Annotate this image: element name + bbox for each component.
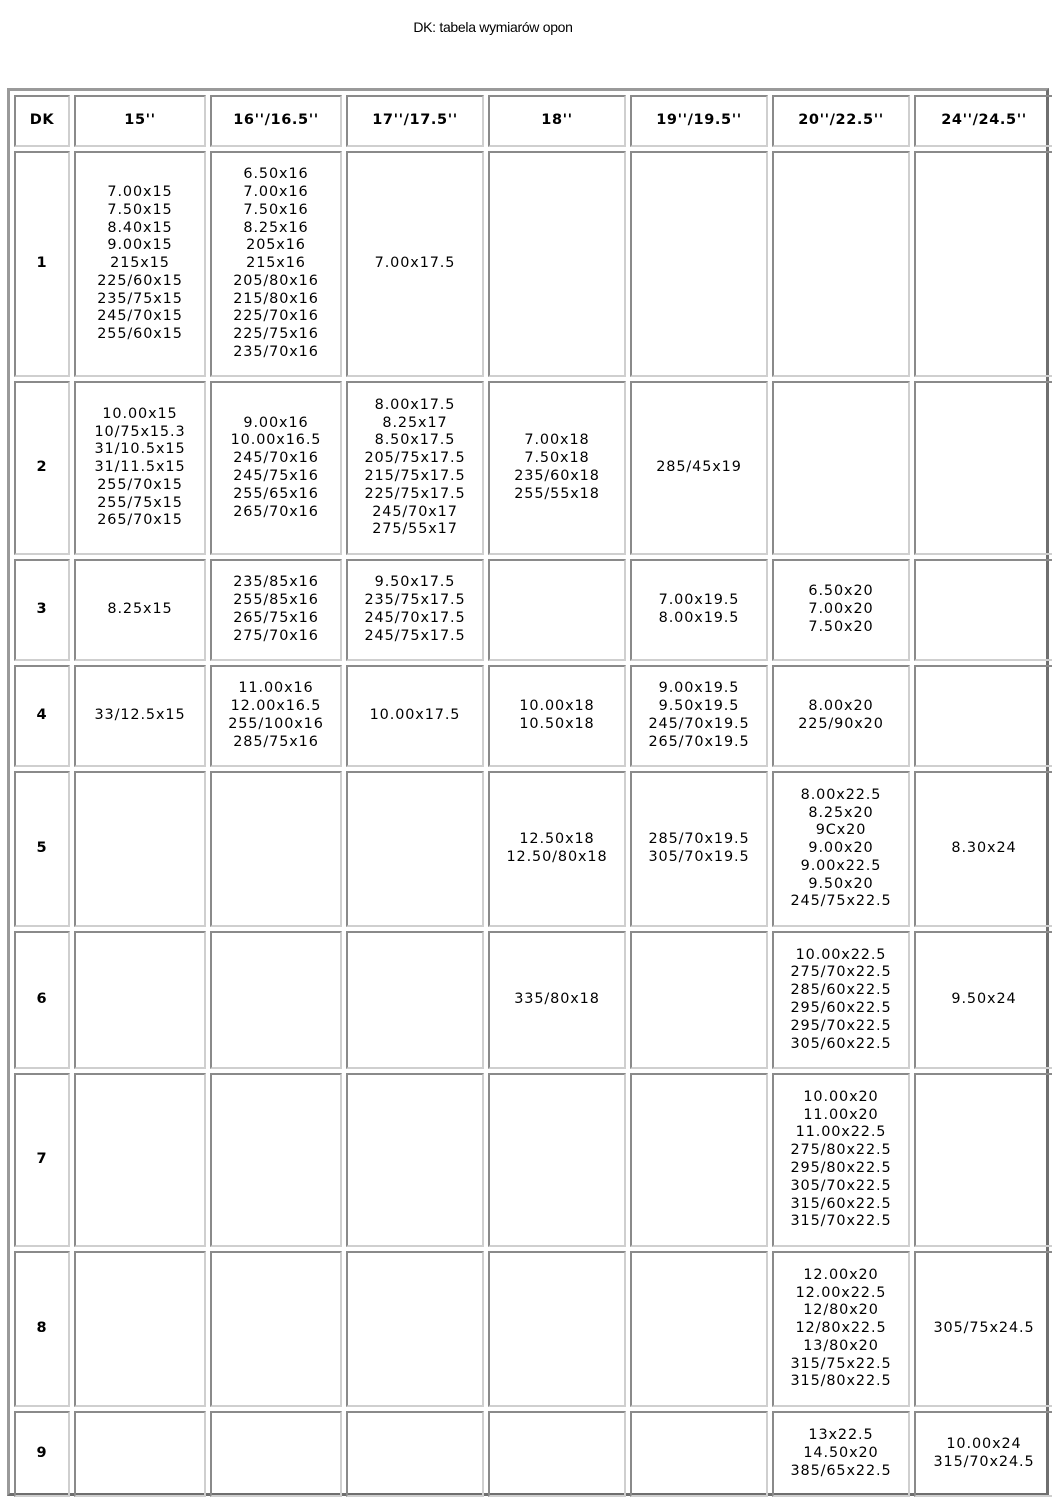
tire-size: 11.00x16 (238, 680, 314, 697)
tire-size: 7.00x20 (808, 601, 874, 618)
size-cell (630, 559, 768, 661)
tire-size: 11.00x22.5 (795, 1124, 887, 1141)
tire-size: 10.00x18 (519, 698, 595, 715)
tire-size: 315/70x22.5 (790, 1213, 892, 1230)
tire-size-table-frame (7, 88, 1049, 1496)
tire-size: 14.50x20 (803, 1445, 879, 1462)
dk-cell: 5 (14, 771, 70, 927)
tire-size: 10.00x22.5 (795, 946, 887, 963)
tire-size: 225/75x17.5 (364, 485, 466, 502)
tire-size: 305/70x22.5 (790, 1177, 892, 1194)
size-cell (630, 665, 768, 767)
size-cell (488, 1251, 626, 1407)
size-cell (488, 665, 626, 767)
size-cell (346, 381, 484, 555)
tire-size: 255/85x16 (233, 592, 319, 609)
size-cell (772, 771, 910, 927)
size-cell (346, 931, 484, 1069)
tire-size: 8.00x17.5 (374, 396, 456, 413)
tire-size: 9.50x20 (808, 875, 874, 892)
tire-size: 8.00x22.5 (800, 786, 882, 803)
size-cell (488, 381, 626, 555)
tire-size: 245/70x17 (372, 503, 458, 520)
header-cell-18: 18'' (488, 95, 626, 147)
tire-size: 235/60x18 (514, 468, 600, 484)
size-cell (772, 1073, 910, 1247)
table-row (14, 771, 1052, 927)
size-cell (488, 559, 626, 661)
tire-size: 10/75x15.3 (94, 423, 186, 440)
tire-size: 9.00x19.5 (658, 680, 740, 697)
table-row (14, 1251, 1052, 1407)
size-cell (346, 559, 484, 661)
size-cell (346, 151, 484, 377)
size-cell (914, 151, 1052, 377)
size-cell (488, 1073, 626, 1247)
dk-cell: 7 (14, 1073, 70, 1247)
size-cell (210, 559, 342, 661)
tire-size: 215/80x16 (233, 290, 319, 307)
tire-size: 215/75x17.5 (364, 468, 466, 484)
tire-size: 7.00x16 (243, 183, 309, 200)
tire-size: 265/75x16 (233, 610, 319, 626)
tire-size: 10.00x15 (102, 405, 178, 422)
tire-size: 7.00x18 (524, 432, 590, 449)
dk-cell: 3 (14, 559, 70, 661)
header-cell-17: 17''/17.5'' (346, 95, 484, 147)
tire-size: 255/100x16 (228, 716, 324, 732)
tire-size: 295/70x22.5 (790, 1017, 892, 1034)
tire-size: 10.00x24 (946, 1436, 1022, 1453)
tire-size: 265/70x16 (233, 503, 319, 520)
header-cell-16: 16''/16.5'' (210, 95, 342, 147)
tire-size: 275/70x16 (233, 627, 319, 644)
size-cell (74, 665, 206, 767)
tire-size: 275/55x17 (372, 521, 458, 538)
size-cell (74, 771, 206, 927)
tire-size: 235/70x16 (233, 344, 319, 361)
size-cell (772, 151, 910, 377)
tire-size: 12.50x18 (519, 831, 595, 848)
tire-size: 10.00x17.5 (369, 707, 461, 724)
size-cell (346, 771, 484, 927)
tire-size: 9.50x17.5 (374, 574, 456, 591)
size-cell (914, 931, 1052, 1069)
tire-size: 10.00x20 (803, 1088, 879, 1105)
tire-size: 245/70x16 (233, 450, 319, 467)
dk-cell: 1 (14, 151, 70, 377)
tire-size: 315/80x22.5 (790, 1373, 892, 1390)
header-cell-15: 15'' (74, 95, 206, 147)
size-cell (74, 1073, 206, 1247)
tire-size: 9.00x16 (243, 414, 309, 431)
tire-size: 7.00x15 (107, 183, 173, 200)
tire-size: 12/80x22.5 (795, 1320, 887, 1337)
tire-size: 12.00x16.5 (230, 698, 322, 715)
tire-size: 8.40x15 (107, 219, 173, 236)
tire-size: 265/70x19.5 (648, 733, 750, 750)
size-cell (630, 931, 768, 1069)
table-row (14, 151, 1052, 377)
header-row (14, 95, 1052, 147)
dk-cell: 4 (14, 665, 70, 767)
tire-size: 7.50x20 (808, 618, 874, 635)
tire-size: 8.50x17.5 (374, 432, 456, 449)
size-cell (914, 665, 1052, 767)
tire-size: 9.50x19.5 (658, 698, 740, 715)
size-cell (74, 381, 206, 555)
size-cell (772, 665, 910, 767)
tire-size: 7.00x19.5 (658, 592, 740, 609)
table-row (14, 665, 1052, 767)
size-cell (914, 1411, 1052, 1497)
tire-size: 225/70x16 (233, 308, 319, 325)
tire-size: 6.50x20 (808, 583, 874, 600)
tire-size: 305/75x24.5 (933, 1320, 1035, 1337)
dk-cell: 8 (14, 1251, 70, 1407)
size-cell (772, 559, 910, 661)
tire-size: 255/60x15 (97, 326, 183, 343)
tire-size: 245/70x15 (97, 308, 183, 325)
tire-size: 255/70x15 (97, 476, 183, 493)
tire-size: 235/75x17.5 (364, 592, 466, 609)
tire-size: 235/85x16 (233, 574, 319, 591)
size-cell (346, 1251, 484, 1407)
size-cell (210, 1411, 342, 1497)
tire-size: 205/80x16 (233, 272, 319, 289)
tire-size: 285/45x19 (656, 459, 742, 476)
tire-size: 10.50x18 (519, 716, 595, 732)
tire-size: 335/80x18 (514, 991, 600, 1008)
tire-size: 8.30x24 (951, 840, 1017, 857)
size-cell (210, 1251, 342, 1407)
tire-size: 7.50x16 (243, 201, 309, 218)
tire-size: 33/12.5x15 (94, 707, 186, 724)
size-cell (210, 771, 342, 927)
size-cell (488, 771, 626, 927)
size-cell (914, 1073, 1052, 1247)
tire-size: 315/75x22.5 (790, 1355, 892, 1372)
size-cell (630, 771, 768, 927)
tire-size: 8.25x20 (808, 804, 874, 821)
size-cell (488, 931, 626, 1069)
size-cell (772, 381, 910, 555)
table-row (14, 931, 1052, 1069)
table-row (14, 1073, 1052, 1247)
tire-size: 245/75x22.5 (790, 893, 892, 910)
tire-size: 8.25x16 (243, 219, 309, 236)
tire-size: 9.00x20 (808, 840, 874, 857)
tire-size: 31/11.5x15 (94, 459, 186, 476)
size-cell (210, 151, 342, 377)
tire-size: 7.00x17.5 (374, 255, 456, 272)
tire-size: 12.50/80x18 (506, 849, 608, 865)
size-cell (772, 1251, 910, 1407)
tire-size: 12.00x22.5 (795, 1284, 887, 1301)
tire-size: 255/65x16 (233, 485, 319, 502)
tire-size: 305/60x22.5 (790, 1035, 892, 1052)
table-row (14, 1411, 1052, 1497)
tire-size: 8.25x15 (107, 601, 173, 618)
tire-size: 225/90x20 (798, 716, 884, 732)
tire-size: 245/70x19.5 (648, 716, 750, 732)
size-cell (914, 381, 1052, 555)
tire-size: 245/75x17.5 (364, 627, 466, 644)
size-cell (488, 151, 626, 377)
size-cell (210, 381, 342, 555)
header-cell-24: 24''/24.5'' (914, 95, 1052, 147)
size-cell (914, 771, 1052, 927)
size-cell (630, 1411, 768, 1497)
tire-size-table (10, 91, 1052, 1501)
tire-size: 225/60x15 (97, 272, 183, 289)
tire-size: 215x15 (110, 255, 170, 272)
tire-size: 255/75x15 (97, 494, 183, 511)
tire-size: 385/65x22.5 (790, 1462, 892, 1479)
tire-size: 8.00x20 (808, 698, 874, 715)
table-row (14, 381, 1052, 555)
tire-size: 295/60x22.5 (790, 1000, 892, 1016)
tire-size: 9.50x24 (951, 991, 1017, 1008)
dk-cell: 2 (14, 381, 70, 555)
tire-size: 215x16 (246, 255, 306, 272)
tire-size: 305/70x19.5 (648, 849, 750, 865)
size-cell (74, 1251, 206, 1407)
tire-size: 315/70x24.5 (933, 1454, 1035, 1470)
tire-size: 6.50x16 (243, 166, 309, 183)
tire-size: 225/75x16 (233, 326, 319, 343)
size-cell (488, 1411, 626, 1497)
tire-size: 9.00x15 (107, 237, 173, 254)
tire-size: 295/80x22.5 (790, 1160, 892, 1176)
header-cell-dk: DK (14, 95, 70, 147)
tire-size: 315/60x22.5 (790, 1195, 892, 1212)
tire-size: 205x16 (246, 237, 306, 254)
header-cell-19: 19''/19.5'' (630, 95, 768, 147)
size-cell (630, 1251, 768, 1407)
header-cell-20: 20''/22.5'' (772, 95, 910, 147)
tire-size: 12/80x20 (803, 1302, 879, 1319)
tire-size: 13/80x20 (803, 1337, 879, 1354)
tire-size: 11.00x20 (803, 1106, 879, 1123)
size-cell (210, 665, 342, 767)
table-row (14, 559, 1052, 661)
tire-size: 31/10.5x15 (94, 441, 186, 458)
dk-cell: 6 (14, 931, 70, 1069)
tire-size: 205/75x17.5 (364, 450, 466, 467)
tire-size: 235/75x15 (97, 290, 183, 307)
size-cell (210, 1073, 342, 1247)
size-cell (74, 931, 206, 1069)
tire-size: 245/75x16 (233, 468, 319, 484)
tire-size: 255/55x18 (514, 485, 600, 502)
tire-size: 7.50x18 (524, 450, 590, 467)
size-cell (630, 381, 768, 555)
size-cell (346, 1411, 484, 1497)
tire-size: 285/75x16 (233, 733, 319, 750)
dk-cell: 9 (14, 1411, 70, 1497)
size-cell (74, 151, 206, 377)
size-cell (346, 665, 484, 767)
tire-size: 8.25x17 (382, 414, 448, 431)
tire-size: 245/70x17.5 (364, 610, 466, 626)
tire-size: 12.00x20 (803, 1266, 879, 1283)
tire-size: 9Cx20 (815, 822, 867, 839)
tire-size: 275/70x22.5 (790, 964, 892, 981)
size-cell (74, 1411, 206, 1497)
tire-size: 10.00x16.5 (230, 432, 322, 449)
size-cell (74, 559, 206, 661)
size-cell (914, 559, 1052, 661)
size-cell (772, 931, 910, 1069)
size-cell (346, 1073, 484, 1247)
tire-size: 275/80x22.5 (790, 1142, 892, 1159)
tire-size: 265/70x15 (97, 512, 183, 529)
page-title: DK: tabela wymiarów opon (413, 19, 573, 35)
size-cell (630, 151, 768, 377)
size-cell (772, 1411, 910, 1497)
tire-size: 8.00x19.5 (658, 610, 740, 626)
size-cell (210, 931, 342, 1069)
tire-size: 9.00x22.5 (800, 857, 882, 874)
tire-size: 13x22.5 (808, 1427, 874, 1444)
size-cell (914, 1251, 1052, 1407)
tire-size: 285/70x19.5 (648, 831, 750, 848)
size-cell (630, 1073, 768, 1247)
tire-size: 7.50x15 (107, 201, 173, 218)
tire-size: 285/60x22.5 (790, 982, 892, 999)
